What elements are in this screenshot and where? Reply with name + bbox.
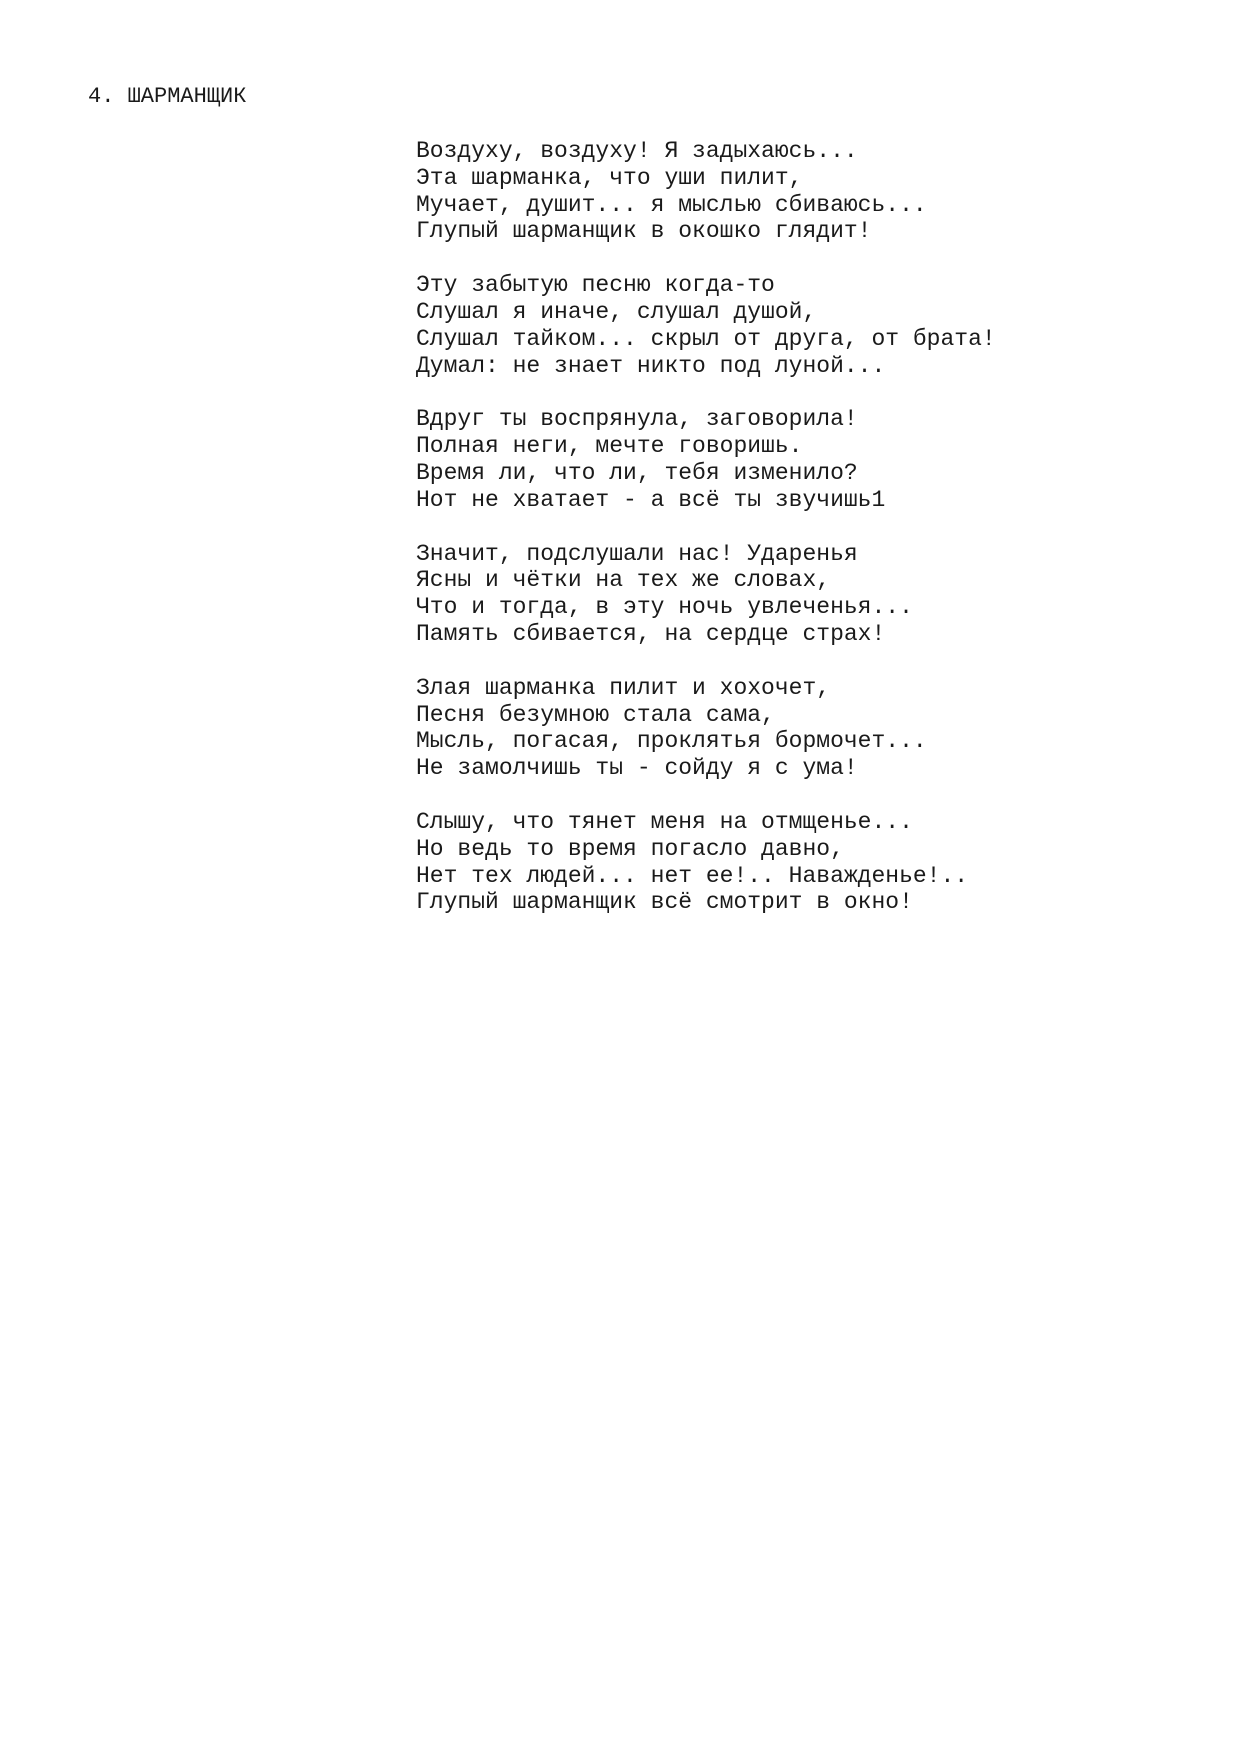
poem-line: Что и тогда, в эту ночь увлеченья...: [416, 594, 913, 621]
poem-line: Думал: не знает никто под луной...: [416, 352, 886, 379]
poem-line: Полная неги, мечте говоришь.: [416, 433, 803, 460]
poem-line: Время ли, что ли, тебя изменило?: [416, 459, 858, 486]
poem-body: [416, 138, 1216, 943]
poem-line: Слушал тайком... скрыл от друга, от брата!: [416, 325, 996, 352]
stanza-1: [416, 138, 1216, 245]
poem-line: Но ведь то время погасло давно,: [416, 835, 844, 862]
poem-line: Эта шарманка, что уши пилит,: [416, 164, 803, 191]
poem-line: Мучает, душит... я мыслью сбиваюсь...: [416, 191, 927, 218]
poem-line: Память сбивается, на сердце страх!: [416, 620, 886, 647]
poem-line: Воздуху, воздуху! Я задыхаюсь...: [416, 138, 858, 164]
poem-line: Песня безумною стала сама,: [416, 701, 775, 728]
poem-line: Глупый шарманщик всё смотрит в окно!: [416, 889, 913, 916]
poem-line: Слышу, что тянет меня на отмщенье...: [416, 808, 913, 835]
poem-line: Значит, подслушали нас! Ударенья: [416, 540, 858, 567]
stanza-6: [416, 809, 1216, 916]
poem-line: Глупый шарманщик в окошко глядит!: [416, 218, 872, 245]
poem-line: Нет тех людей... нет ее!.. Наважденье!..: [416, 862, 969, 889]
poem-line: Нот не хватает - а всё ты звучишь1: [416, 486, 886, 513]
poem-line: Слушал я иначе, слушал душой,: [416, 298, 817, 325]
poem-line: Ясны и чётки на тех же словах,: [416, 567, 831, 594]
poem-line: Вдруг ты воспрянула, заговорила!: [416, 406, 858, 433]
poem-line: Мысль, погасая, проклятья бормочет...: [416, 728, 927, 755]
poem-heading: 4. ШАРМАНЩИК: [88, 84, 247, 109]
stanza-4: [416, 541, 1216, 648]
stanza-3: [416, 406, 1216, 513]
poem-line: Эту забытую песню когда-то: [416, 272, 775, 299]
poem-line: Злая шарманка пилит и хохочет,: [416, 674, 831, 701]
poem-line: Не замолчишь ты - сойду я с ума!: [416, 755, 858, 782]
stanza-2: [416, 272, 1216, 379]
stanza-5: [416, 675, 1216, 782]
